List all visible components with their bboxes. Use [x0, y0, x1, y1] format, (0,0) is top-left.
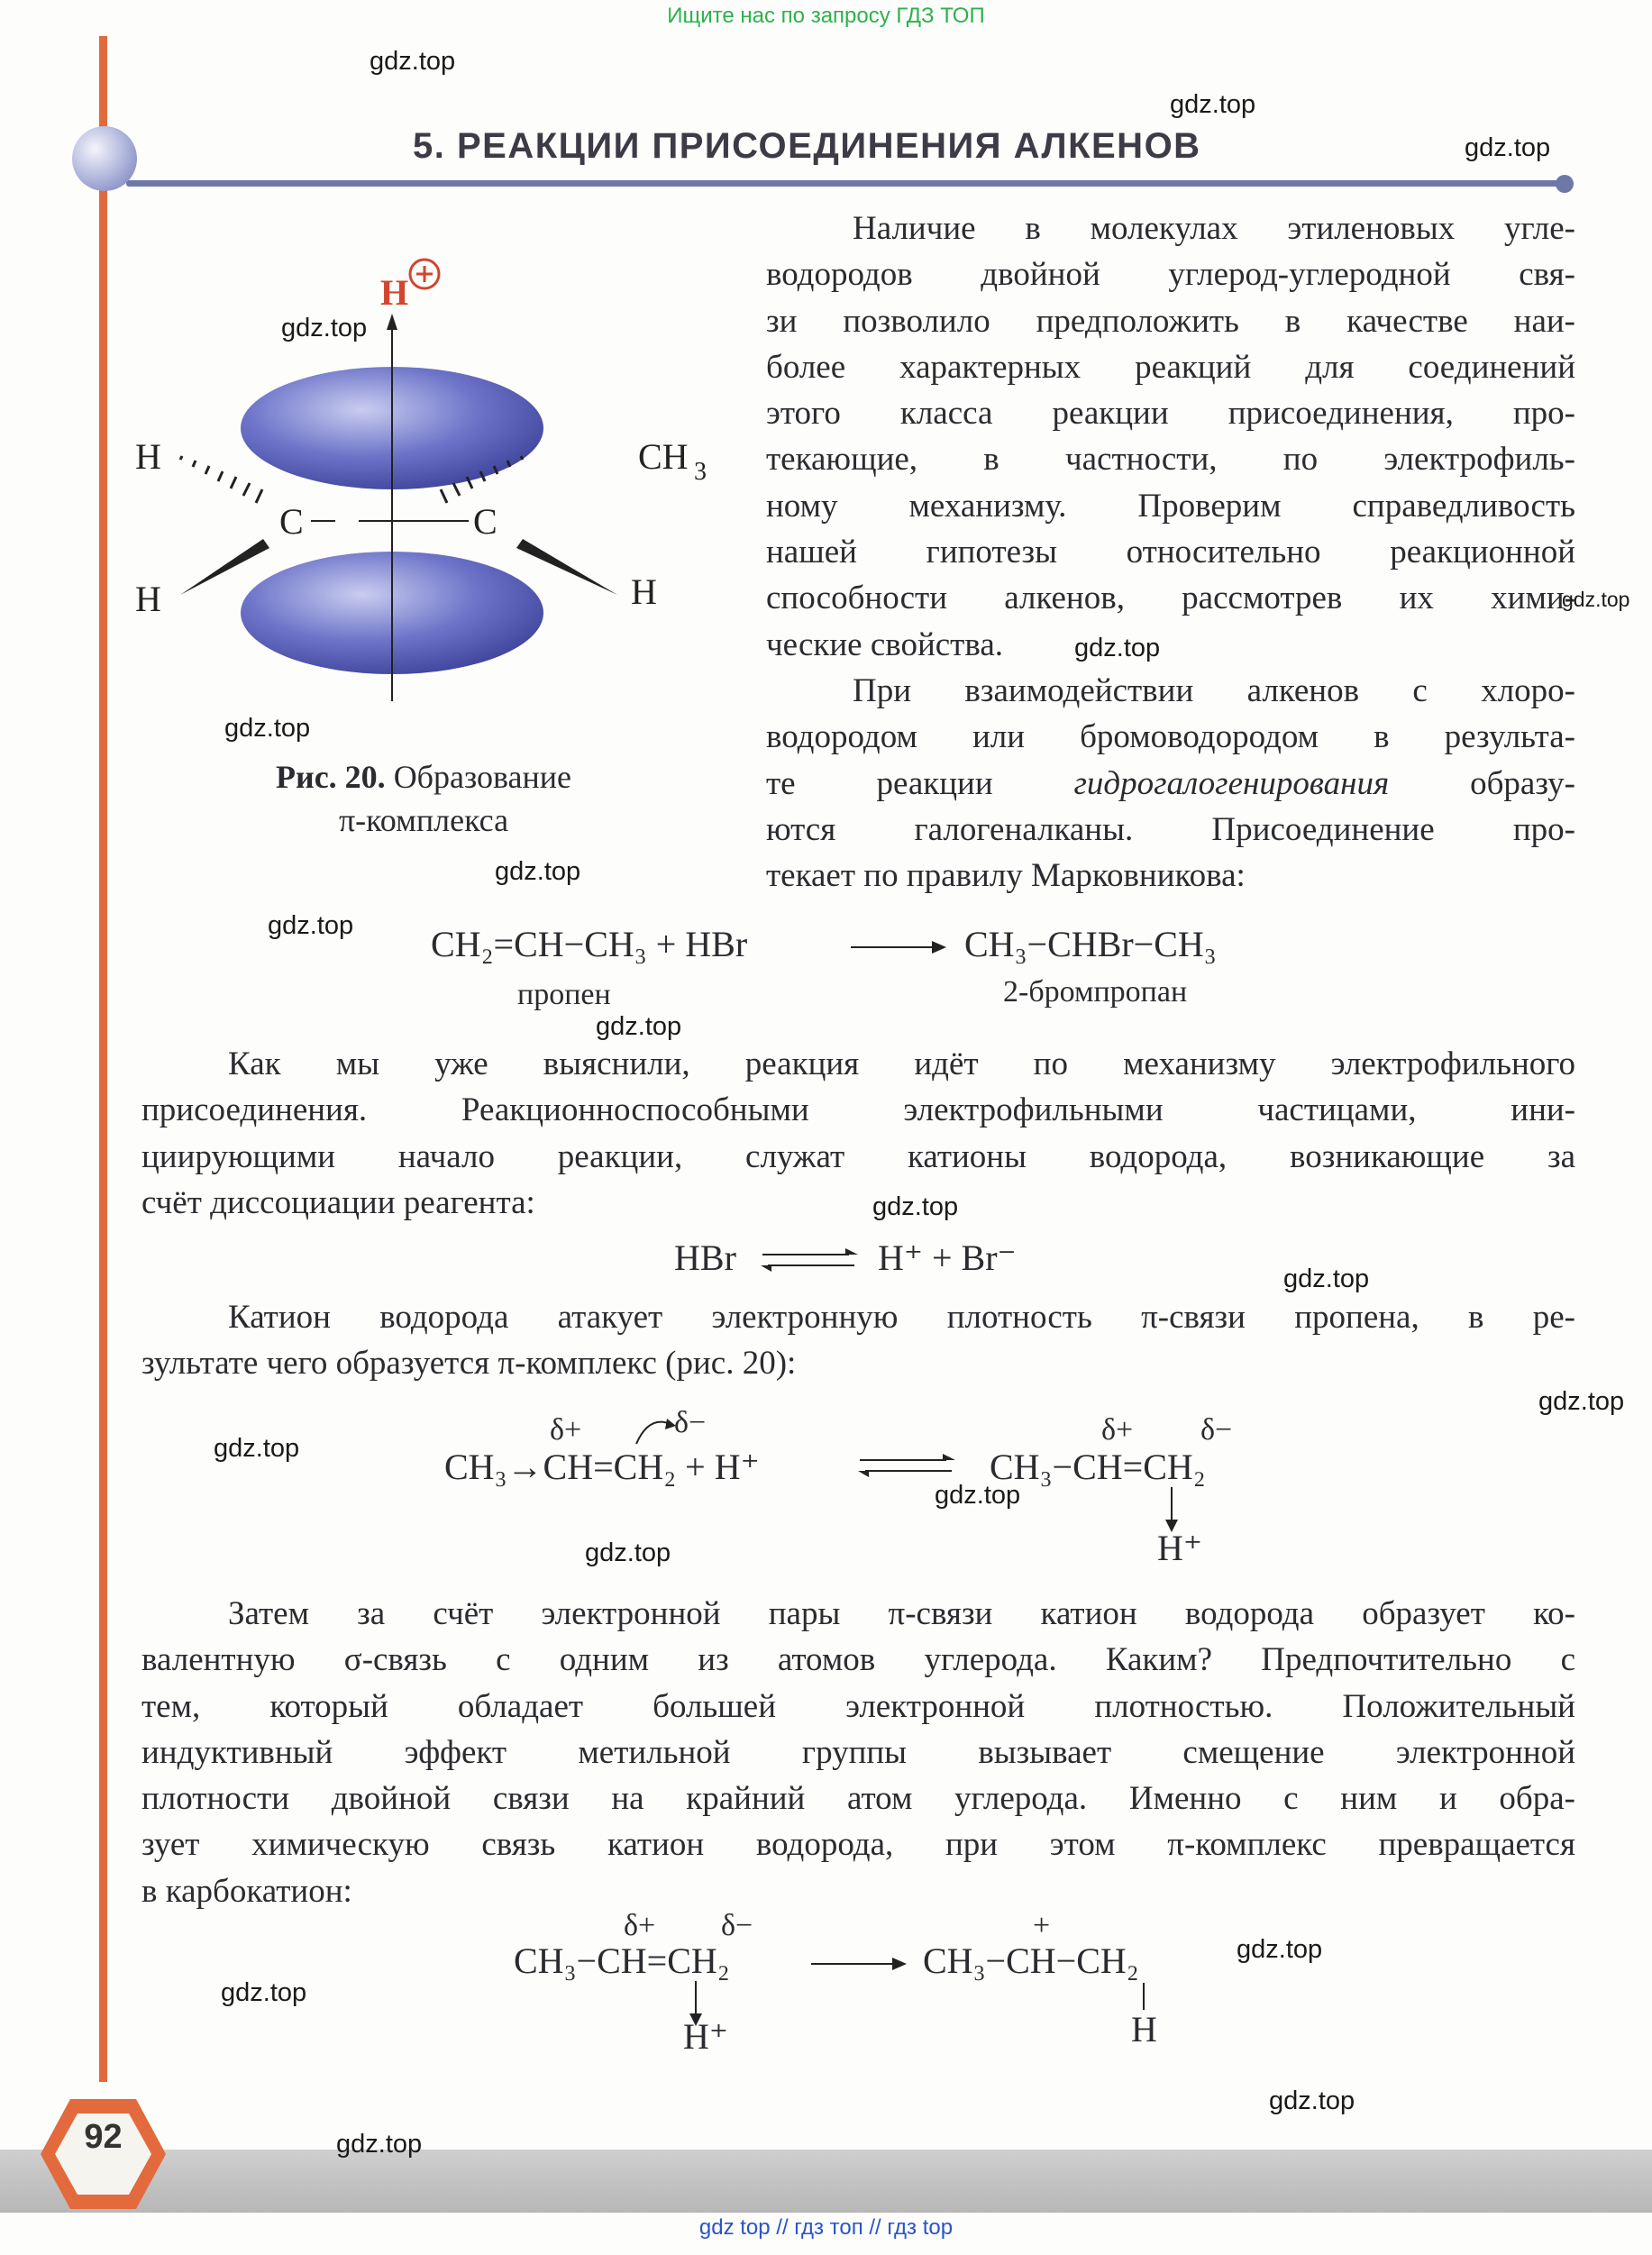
reaction-arrow-icon	[849, 936, 948, 959]
text-line: При взаимодействии алкенов с хлоро-	[853, 671, 1575, 709]
figure-caption-line2: π-комплекса	[338, 802, 509, 838]
equation-pi-complex-right: CH₃−CH=CH₂	[990, 1447, 1206, 1487]
pi-complex-figure	[126, 243, 739, 730]
delta-plus-label: δ+	[550, 1413, 582, 1447]
text-line: способности алкенов, рассмотрев их хими-	[766, 580, 1575, 617]
delta-plus-label: δ+	[1101, 1413, 1134, 1447]
watermark[interactable]: gdz.top	[935, 1481, 1021, 1510]
text-line: водородом или бромоводородом в результа-	[766, 718, 1575, 756]
search-hint-link[interactable]: Ищите нас по запросу ГДЗ ТОП	[667, 4, 985, 28]
figure-caption-text: Образование	[393, 759, 572, 795]
text-line: индуктивный эффект метильной группы вызывает смещение электронной	[141, 1733, 1575, 1771]
ch3-label: CH	[638, 436, 689, 477]
text-line: текает по правилу Марковникова:	[766, 857, 1246, 895]
text-line: плотности двойной связи на крайний атом углерода. Именно с ним и обра-	[141, 1780, 1575, 1818]
text-fragment: образу-	[1470, 764, 1576, 802]
watermark[interactable]: gdz.top	[872, 1192, 959, 1221]
pi-complex-paragraph	[141, 1294, 1575, 1387]
carbocation-paragraph	[141, 1591, 1575, 1914]
text-line: нашей гипотезы относительно реакционной	[766, 534, 1575, 571]
text-line: тем, который обладает большей электронной плотностью. Положительный	[141, 1687, 1575, 1725]
mechanism-paragraph	[141, 1041, 1575, 1226]
equation-carbocation-left: CH₃−CH=CH₂	[514, 1940, 730, 1981]
watermark[interactable]: gdz.top	[214, 1434, 300, 1463]
title-underline	[126, 180, 1564, 187]
text-line: более характерных реакций для соединений	[766, 348, 1575, 386]
watermark[interactable]: gdz.top	[1269, 2086, 1355, 2115]
hydrogen-attached: H	[1131, 2009, 1157, 2050]
text-line: валентную σ-связь с одним из атомов углерода. Каким? Предпочтительно с	[141, 1641, 1575, 1679]
margin-red-line	[99, 36, 107, 2082]
text-line: зи позволило предположить в качестве наи-	[766, 302, 1575, 340]
equilibrium-arrow-icon	[856, 1449, 957, 1482]
watermark[interactable]: gdz.top	[585, 1538, 671, 1567]
page-number: 92	[84, 2118, 123, 2156]
hplus-attached: H⁺	[683, 2016, 728, 2057]
text-line: Наличие в молекулах этиленовых угле-	[853, 210, 1575, 247]
equation-dissociation-right: H⁺ + Br⁻	[878, 1237, 1017, 1278]
curved-arrow-icon	[631, 1413, 678, 1446]
delta-minus-label: δ−	[1200, 1413, 1233, 1447]
hplus-attached: H⁺	[1157, 1528, 1202, 1568]
delta-minus-label: δ−	[721, 1909, 753, 1942]
delta-plus-label: δ+	[624, 1909, 656, 1942]
text-line: счёт диссоциации реагента:	[141, 1183, 535, 1221]
text-fragment: те реакции	[766, 764, 993, 802]
text-line: зультате чего образуется π-комплекс (рис. 20):	[141, 1345, 797, 1383]
equation-hydrobromination-left: CH₂=CH−CH₃ + HBr	[431, 924, 748, 964]
watermark[interactable]: gdz.top	[1465, 133, 1551, 162]
watermark[interactable]: gdz.top	[495, 857, 581, 886]
equation-hydrobromination-right: CH₃−CHBr−CH₃	[964, 924, 1217, 964]
watermark[interactable]: gdz.top	[1074, 634, 1161, 662]
label-propene: пропен	[517, 978, 611, 1011]
text-line: Катион водорода атакует электронную плотность π-связи пропена, в ре-	[228, 1299, 1575, 1336]
text-line: ному механизму. Проверим справедливость	[766, 487, 1575, 525]
text-line: этого класса реакции присоединения, про-	[766, 395, 1575, 433]
section-title: 5. РЕАКЦИИ ПРИСОЕДИНЕНИЯ АЛКЕНОВ	[413, 126, 1201, 166]
text-line: присоединения. Реакционноспособными электрофильными частицами, ини-	[141, 1091, 1575, 1129]
watermark[interactable]: gdz.top	[281, 314, 368, 342]
text-line-with-term	[766, 761, 1575, 807]
ch3-subscript: 3	[694, 458, 707, 486]
watermark[interactable]: gdz.top	[596, 1012, 682, 1041]
footer-links[interactable]: gdz top // гдз топ // гдз top	[698, 2215, 954, 2240]
watermark[interactable]: gdz.top	[1170, 90, 1256, 119]
term-hydrohalogenation: гидрогалогенирования	[1073, 764, 1390, 802]
h-label-bottom-right: H	[631, 571, 657, 612]
text-line: Затем за счёт электронной пары π-связи катион водорода образует ко-	[228, 1595, 1575, 1632]
c-label-right: C	[473, 501, 497, 542]
equation-dissociation-left: HBr	[674, 1237, 736, 1278]
intro-paragraph	[766, 205, 1575, 899]
hplus-label: H	[380, 272, 409, 313]
text-line: ческие свойства.	[766, 625, 1004, 663]
c-label-left: C	[279, 501, 304, 542]
bond-line	[1143, 1983, 1145, 2010]
reaction-arrow-icon	[809, 1952, 908, 1976]
equilibrium-arrow-icon	[759, 1244, 860, 1276]
text-line: в карбокатион:	[141, 1872, 352, 1910]
watermark[interactable]: gdz.top	[370, 47, 456, 76]
arrow-up-icon	[387, 314, 397, 330]
watermark[interactable]: gdz.top	[224, 714, 311, 743]
watermark[interactable]: gdz.top	[1283, 1264, 1370, 1293]
watermark[interactable]: gdz.top	[1562, 588, 1630, 611]
footer-band	[0, 2150, 1652, 2213]
solid-wedge-right	[516, 539, 617, 595]
text-line: водородов двойной углерод-углеродной свя-	[766, 256, 1575, 294]
text-line: ются галогеналканы. Присоединение про-	[766, 810, 1575, 848]
label-2-bromopropane: 2-бромпропан	[1003, 975, 1188, 1009]
watermark[interactable]: gdz.top	[1538, 1387, 1625, 1416]
equation-carbocation-right: CH₃−CH−CH₂	[923, 1940, 1139, 1981]
watermark[interactable]: gdz.top	[268, 911, 354, 940]
figure-caption-number: Рис. 20.	[275, 759, 386, 795]
watermark[interactable]: gdz.top	[1237, 1935, 1323, 1964]
h-label-top-left: H	[135, 436, 161, 477]
delta-minus-label: δ−	[674, 1406, 707, 1439]
title-underline-end-dot	[1556, 175, 1574, 193]
text-line: циирующими начало реакции, служат катионы водорода, возникающие за	[141, 1137, 1575, 1175]
text-line: зует химическую связь катион водорода, при этом π-комплекс превращается	[141, 1826, 1575, 1864]
watermark[interactable]: gdz.top	[336, 2130, 423, 2159]
hashed-wedge-left	[180, 456, 262, 503]
equation-pi-complex-left: CH₃→CH=CH₂ + H⁺	[444, 1447, 760, 1487]
carbocation-charge: +	[1033, 1909, 1051, 1942]
figure-caption	[225, 755, 622, 842]
title-bullet-ball	[72, 126, 137, 191]
h-label-bottom-left: H	[135, 579, 161, 619]
watermark[interactable]: gdz.top	[221, 1978, 307, 2007]
text-line: Как мы уже выяснили, реакция идёт по механизму электрофильного	[228, 1045, 1575, 1082]
text-line: текающие, в частности, по электрофиль-	[766, 441, 1575, 479]
